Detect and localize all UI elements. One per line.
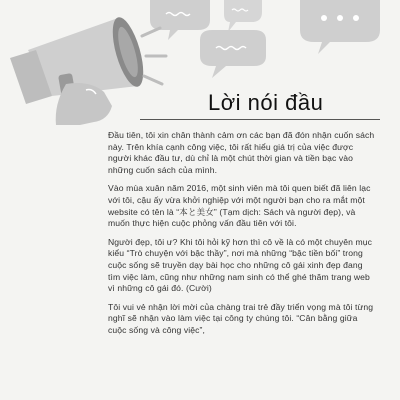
title-divider	[140, 119, 380, 120]
speech-bubble-icon	[300, 0, 380, 54]
paragraph: Người đẹp, tôi ư? Khi tôi hỏi kỹ hơn thì cô về là có một chuyên mục kiểu “Trò chuyện với bậc thầy”, nơi mà những “bậc tiền bối” trong cuộc sống sẽ truyền dạy bài học cho những cô gái xinh đẹp đang tìm việc làm, cũng như những nam sinh có thể ghé thăm trang web vì những cô gái đó. (Cười)	[108, 236, 373, 294]
speech-bubble-icon	[150, 0, 210, 40]
paragraph: Tôi vui vẻ nhận lời mời của chàng trai trẻ đầy triển vọng mà tôi từng nghĩ sẽ nhận vào làm việc tại công ty chúng tôi. “Cân bằng giữa cuộc sống và công việc”,	[108, 301, 374, 335]
paragraph: Vào mùa xuân năm 2016, một sinh viên mà tôi quen biết đã liên lạc với tôi, cậu ấy vừa khởi nghiệp với một người bạn cho ra mắt một website có tên là “本と美女” (Tạm dịch: Sách và người đẹp), và muốn thực hiện cuộc phỏng vấn đầu tiên với tôi.	[108, 183, 371, 229]
megaphone-illustration	[0, 0, 400, 125]
page-title: Lời nói đầu	[208, 90, 324, 115]
speech-bubble-icon	[224, 0, 262, 32]
body-text	[108, 130, 376, 344]
speech-bubble-icon	[200, 30, 266, 78]
paragraph: Đầu tiên, tôi xin chân thành cảm ơn các bạn đã đón nhận cuốn sách này. Trên khía cạnh công việc, tôi rất hiểu giá trị của việc được người khác đầu tư, dù chỉ là một chút thời gian và tiền bạc vào những cuốn sách của mình.	[108, 130, 375, 175]
